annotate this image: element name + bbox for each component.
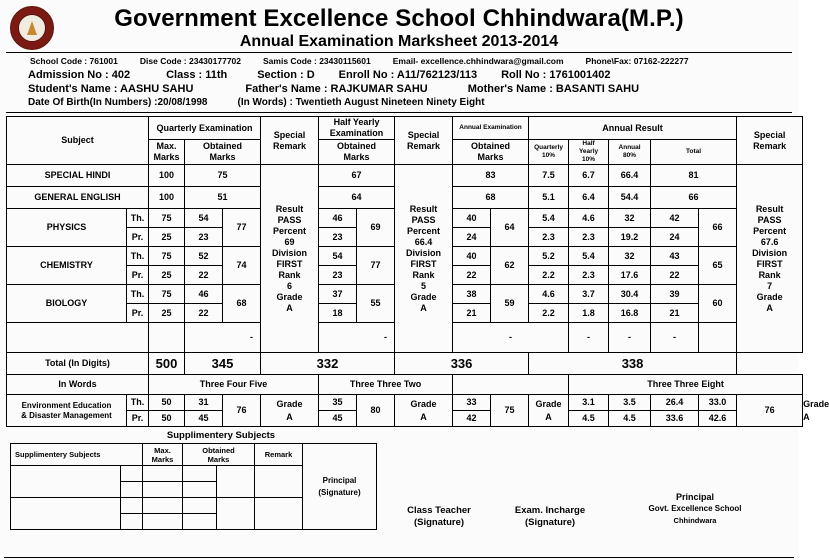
supp-header-remark: Remark	[255, 444, 303, 466]
h-grade-label: Grade	[410, 291, 437, 302]
q-max-th: 75	[149, 285, 185, 304]
roll-no: Roll No : 1761001402	[501, 69, 611, 81]
subject-name: GENERAL ENGLISH	[7, 187, 149, 209]
supp-subject-name[interactable]	[11, 466, 121, 498]
total-r-total: 338	[529, 353, 737, 375]
env-r-quarterly-10-pr: 4.5	[569, 411, 609, 427]
supp-header-max-marks: Max. Marks	[143, 444, 183, 466]
r-annual-80-pr: 19.2	[609, 228, 651, 247]
total-q-max: 500	[149, 353, 185, 375]
principal-line3: Chhindwara	[673, 516, 717, 525]
r-quarterly-10-th: 5.2	[529, 247, 569, 266]
env-a-grade-value: A	[545, 411, 552, 422]
q-obtained-th: 52	[185, 247, 223, 266]
q-subject-total: 68	[223, 285, 261, 323]
header-subject: Subject	[7, 117, 149, 165]
env-h-grade-cell	[395, 395, 453, 427]
r-annual-80-blank: -	[651, 323, 699, 353]
supp-obtained-marks[interactable]	[183, 514, 217, 530]
a-rank-value: 7	[767, 280, 773, 291]
q-obtained-pr: 22	[185, 266, 223, 285]
info-line-names	[6, 82, 792, 96]
supp-total[interactable]	[217, 498, 255, 530]
r-annual-80: 54.4	[609, 187, 651, 209]
r-half-yearly-10-pr: 2.3	[569, 266, 609, 285]
env-r-total: 76	[737, 395, 803, 427]
r-half-yearly-10-th: 5.4	[569, 247, 609, 266]
supp-principal-line2: (Signature)	[318, 487, 361, 497]
phone-fax: Phone\Fax: 07162-222277	[585, 56, 689, 66]
row-type-th: Th.	[127, 247, 149, 266]
env-q-max-pr: 50	[149, 411, 185, 427]
q-percent-label: Percent	[273, 225, 307, 236]
q-subject-total: 74	[223, 247, 261, 285]
env-h-grade-value: A	[420, 411, 427, 422]
a-obtained-pr: 22	[453, 266, 491, 285]
row-type-pr: Pr.	[127, 411, 149, 427]
env-a-obtained-pr: 42	[453, 411, 491, 427]
q-obtained-pr: 22	[185, 304, 223, 323]
r-annual-80: 66.4	[609, 165, 651, 187]
supp-header-obtained-marks: Obtained Marks	[183, 444, 255, 466]
info-line-codes	[6, 54, 792, 68]
footer-divider	[4, 557, 794, 558]
r-quarterly-10: 7.5	[529, 165, 569, 187]
header-half-yearly-exam: Half Yearly Examination	[319, 117, 395, 140]
r-quarterly-10-pr: 2.2	[529, 304, 569, 323]
h-obtained-th: 46	[319, 209, 357, 228]
total-in-digits-label: Total (In Digits)	[7, 353, 149, 375]
table-row-env: Environment Education & Disaster Management Th. 50 31 76 Grade A 35 80 Grade A 33 75 Grade A 3.1 3.5 26.4 33.0 76 Grade A	[7, 395, 803, 411]
a-obtained-pr: 21	[453, 304, 491, 323]
r-annual-80-pr: 17.6	[609, 266, 651, 285]
h-division-label: Division	[406, 247, 442, 258]
supp-max-marks[interactable]	[143, 466, 183, 482]
h-obtained: 64	[319, 187, 395, 209]
table-row-total	[7, 353, 803, 375]
in-words-annual-result: Three Three Eight	[569, 375, 803, 395]
r-quarterly-10-pr: 2.2	[529, 266, 569, 285]
document-header	[6, 4, 792, 53]
r-half-yearly-10-blank: -	[609, 323, 651, 353]
r-half-yearly-10-th: 3.7	[569, 285, 609, 304]
supplementary-table	[10, 443, 377, 530]
r-total-th: 43	[651, 247, 699, 266]
r-quarterly-10-blank: -	[569, 323, 609, 353]
class-teacher-signature	[383, 505, 495, 529]
total-q-obtained: 345	[185, 353, 261, 375]
q-max: 100	[149, 187, 185, 209]
q-max-pr: 25	[149, 228, 185, 247]
student-info-block	[6, 53, 792, 113]
env-r-total-th: 33.0	[699, 395, 737, 411]
page-subtitle: Annual Examination Marksheet 2013-2014	[239, 33, 559, 50]
subject-name: SPECIAL HINDI	[7, 165, 149, 187]
r-total-pr: 22	[651, 266, 699, 285]
q-max-th: 75	[149, 247, 185, 266]
supp-principal-signature	[303, 444, 377, 530]
h-percent-value: 66.4	[414, 236, 433, 247]
r-total-th: 39	[651, 285, 699, 304]
h-obtained-pr: 23	[319, 266, 357, 285]
env-q-total: 76	[223, 395, 261, 427]
header-result-half-yearly-10: Half Yearly 10%	[569, 140, 609, 165]
marksheet-table	[6, 116, 829, 427]
q-grade-value: A	[286, 302, 293, 313]
header-half-yearly-special-remark: Special Remark	[395, 117, 453, 165]
h-obtained-th: 54	[319, 247, 357, 266]
r-quarterly-10: 5.1	[529, 187, 569, 209]
q-max: 100	[149, 165, 185, 187]
r-total-pr: 24	[651, 228, 699, 247]
supp-subject-name[interactable]	[11, 498, 121, 530]
header-q-obtained-marks: Obtained Marks	[185, 140, 261, 165]
r-total-th: 42	[651, 209, 699, 228]
env-name-line1: Environment Education	[21, 400, 112, 410]
q-rank-value: 6	[287, 280, 293, 291]
env-q-grade-value: A	[286, 411, 293, 422]
supp-row-type[interactable]	[121, 498, 143, 514]
env-q-grade-cell	[261, 395, 319, 427]
q-result-label: Result	[275, 203, 304, 214]
supp-total[interactable]	[217, 466, 255, 498]
row-type-pr: Pr.	[127, 228, 149, 247]
h-obtained-th: 37	[319, 285, 357, 304]
admission-no: Admission No : 402	[28, 69, 131, 81]
env-h-obtained-pr: 45	[319, 411, 357, 427]
env-name-line2: & Disaster Management	[21, 410, 112, 420]
q-max-pr: 25	[149, 304, 185, 323]
supplementary-header-row	[11, 444, 377, 466]
r-annual-80-th: 32	[609, 247, 651, 266]
env-h-grade-label: Grade	[410, 398, 437, 409]
env-subject-name	[7, 395, 127, 427]
supp-max-marks[interactable]	[143, 498, 183, 514]
h-result-value: PASS	[411, 214, 436, 225]
env-r-quarterly-10-th: 3.1	[569, 395, 609, 411]
q-obtained: 75	[185, 165, 261, 187]
supp-principal-line1: Principal	[322, 475, 357, 485]
supp-max-marks[interactable]	[143, 514, 183, 530]
row-type-th: Th.	[127, 209, 149, 228]
enroll-no: Enroll No : A11/762123/113	[338, 69, 478, 81]
r-total-blank	[699, 323, 803, 353]
a-obtained: 83	[453, 165, 529, 187]
r-quarterly-10-pr: 2.3	[529, 228, 569, 247]
subject-name-blank	[7, 323, 149, 353]
r-subject-total: 65	[699, 247, 737, 285]
env-h-obtained-th: 35	[319, 395, 357, 411]
row-type-th: Th.	[127, 395, 149, 411]
a-obtained-th: 40	[453, 209, 491, 228]
env-a-grade-label: Grade	[535, 398, 562, 409]
supp-header-subjects: Supplimentery Subjects	[11, 444, 143, 466]
h-division-value: FIRST	[410, 258, 437, 269]
a-result-label: Result	[755, 203, 784, 214]
supp-obtained-marks[interactable]	[183, 466, 217, 482]
supp-obtained-marks[interactable]	[183, 482, 217, 498]
h-grade-value: A	[420, 302, 427, 313]
supp-remark[interactable]	[255, 498, 303, 530]
a-result-value: PASS	[757, 214, 782, 225]
env-r-annual-80-pr: 33.6	[651, 411, 699, 427]
h-obtained: 67	[319, 165, 395, 187]
r-half-yearly-10-pr: 1.8	[569, 304, 609, 323]
principal-line1: Principal	[676, 492, 715, 502]
a-rank-label: Rank	[758, 269, 781, 280]
header-annual-special-remark	[737, 117, 803, 165]
header-q-max-marks: Max. Marks	[149, 140, 185, 165]
header-annual-result: Annual Result	[529, 117, 737, 140]
email-address: Email- excellence.chhindwara@gmail.com	[392, 56, 564, 66]
supp-row-type[interactable]	[121, 466, 143, 482]
header-result-annual-80: Annual 80%	[609, 140, 651, 165]
row-type-pr: Pr.	[127, 304, 149, 323]
env-r-half-yearly-10-th: 3.5	[609, 395, 651, 411]
q-obtained-pr: 23	[185, 228, 223, 247]
h-percent-label: Percent	[407, 225, 441, 236]
r-annual-80-th: 30.4	[609, 285, 651, 304]
a-obtained-blank: -	[453, 323, 569, 353]
header-result-total: Total	[651, 140, 737, 165]
h-obtained-blank: -	[319, 323, 453, 353]
subject-name: BIOLOGY	[7, 285, 127, 323]
school-code: School Code : 761001	[30, 56, 118, 66]
env-a-total: 75	[491, 395, 529, 427]
q-obtained-blank: -	[185, 323, 319, 353]
r-subject-total: 66	[699, 209, 737, 247]
supp-remark[interactable]	[255, 466, 303, 498]
a-subject-total: 64	[491, 209, 529, 247]
q-result-value: PASS	[277, 214, 302, 225]
header-a-obtained-marks: Obtained Marks	[453, 140, 529, 165]
h-rank-value: 5	[421, 280, 427, 291]
env-q-max-th: 50	[149, 395, 185, 411]
header-result-quarterly-10: Quarterly 10%	[529, 140, 569, 165]
class-teacher-line2: (Signature)	[413, 517, 465, 528]
principal-line2: Govt. Excellence School	[648, 504, 742, 513]
special-remark-word2: Remark	[753, 140, 787, 151]
exam-incharge-line1: Exam. Incharge	[514, 505, 586, 516]
samis-code: Samis Code : 23430115601	[263, 56, 371, 66]
a-division-value: FIRST	[756, 258, 783, 269]
student-name: Student's Name : AASHU SAHU	[28, 83, 194, 95]
header-spacer	[736, 4, 792, 6]
info-line-enrollment	[6, 68, 792, 82]
q-grade-label: Grade	[276, 291, 303, 302]
r-total: 66	[651, 187, 737, 209]
env-r-total-pr: 42.6	[699, 411, 737, 427]
a-percent-label: Percent	[753, 225, 787, 236]
header-annual-exam: Annual Examination	[453, 117, 529, 140]
q-obtained-th: 54	[185, 209, 223, 228]
r-annual-80-th: 32	[609, 209, 651, 228]
a-obtained-th: 40	[453, 247, 491, 266]
q-obtained-th: 46	[185, 285, 223, 304]
a-percent-value: 67.6	[760, 236, 779, 247]
signature-row	[377, 443, 792, 529]
table-group-header-row	[7, 117, 803, 140]
a-grade-label: Grade	[756, 291, 783, 302]
r-half-yearly-10-th: 4.6	[569, 209, 609, 228]
a-obtained-pr: 24	[453, 228, 491, 247]
env-q-grade-label: Grade	[276, 398, 303, 409]
dob-words: (In Words) : Twentieth August Nineteen Ninety Eight	[237, 97, 485, 108]
a-grade-value: A	[766, 302, 773, 313]
row-type-pr: Pr.	[127, 266, 149, 285]
in-words-label: In Words	[7, 375, 149, 395]
h-subject-total: 77	[357, 247, 395, 285]
dise-code: Dise Code : 23430177702	[139, 56, 241, 66]
header-quarterly-special-remark: Special Remark	[261, 117, 319, 165]
a-division-label: Division	[752, 247, 788, 258]
class-teacher-line1: Class Teacher	[407, 505, 471, 516]
a-subject-total: 59	[491, 285, 529, 323]
emblem-flame-icon	[27, 21, 37, 35]
dob-numbers: Date Of Birth(In Numbers) :20/08/1998	[28, 97, 208, 108]
row-type-th: Th.	[127, 285, 149, 304]
supp-obtained-marks[interactable]	[183, 498, 217, 514]
in-words-quarterly: Three Four Five	[149, 375, 319, 395]
r-quarterly-10-th: 5.4	[529, 209, 569, 228]
special-remark-word1: Special	[753, 129, 786, 140]
header-quarterly-exam: Quarterly Examination	[149, 117, 261, 140]
q-obtained: 51	[185, 187, 261, 209]
emblem-inner	[18, 14, 46, 42]
h-subject-total: 69	[357, 209, 395, 247]
r-subject-total: 60	[699, 285, 737, 323]
q-division-label: Division	[272, 247, 308, 258]
exam-incharge-signature	[495, 505, 605, 529]
supp-max-marks[interactable]	[143, 482, 183, 498]
q-max-pr: 25	[149, 266, 185, 285]
h-rank-label: Rank	[412, 269, 435, 280]
a-subject-total: 62	[491, 247, 529, 285]
supplementary-section-title: Supplimentery Subjects	[166, 430, 276, 441]
mother-name: Mother's Name : BASANTI SAHU	[467, 83, 640, 95]
r-half-yearly-10: 6.4	[569, 187, 609, 209]
supp-row-type[interactable]	[121, 514, 143, 530]
h-obtained-pr: 23	[319, 228, 357, 247]
principal-signature	[605, 491, 785, 527]
r-half-yearly-10: 6.7	[569, 165, 609, 187]
supp-row-type[interactable]	[121, 482, 143, 498]
env-q-obtained-th: 31	[185, 395, 223, 411]
table-row-blank	[7, 323, 803, 353]
env-h-total: 80	[357, 395, 395, 427]
bottom-section	[6, 443, 792, 530]
title-block	[62, 4, 736, 51]
logo-container	[6, 4, 62, 50]
exam-incharge-line2: (Signature)	[524, 517, 576, 528]
father-name: Father's Name : RAJKUMAR SAHU	[245, 83, 428, 95]
subject-name: CHEMISTRY	[7, 247, 127, 285]
a-obtained: 68	[453, 187, 529, 209]
env-r-annual-80-th: 26.4	[651, 395, 699, 411]
h-obtained-pr: 18	[319, 304, 357, 323]
r-half-yearly-10-pr: 2.3	[569, 228, 609, 247]
h-result-label: Result	[409, 203, 438, 214]
a-obtained-th: 38	[453, 285, 491, 304]
q-subject-total: 77	[223, 209, 261, 247]
q-max-th: 75	[149, 209, 185, 228]
header-h-obtained-marks: Obtained Marks	[319, 140, 395, 165]
table-row-in-words	[7, 375, 803, 395]
page-title: Government Excellence School Chhindwara(M.P.)	[114, 5, 684, 32]
env-r-half-yearly-10-pr: 4.5	[609, 411, 651, 427]
q-division-value: FIRST	[276, 258, 303, 269]
subject-name: PHYSICS	[7, 209, 127, 247]
q-rank-label: Rank	[278, 269, 301, 280]
section-value: Section : D	[257, 69, 315, 81]
table-row	[7, 165, 803, 187]
q-max-blank	[149, 323, 185, 353]
r-annual-80-pr: 16.8	[609, 304, 651, 323]
env-a-obtained-th: 33	[453, 395, 491, 411]
in-words-annual-spacer	[453, 375, 569, 395]
info-line-dob	[6, 96, 792, 110]
total-a-obtained: 336	[395, 353, 529, 375]
class-value: Class : 11th	[166, 69, 228, 81]
school-emblem-icon	[10, 6, 54, 50]
q-percent-value: 69	[284, 236, 295, 247]
env-q-obtained-pr: 45	[185, 411, 223, 427]
r-total: 81	[651, 165, 737, 187]
h-subject-total: 55	[357, 285, 395, 323]
r-total-pr: 21	[651, 304, 699, 323]
total-h-obtained: 332	[261, 353, 395, 375]
in-words-half-yearly: Three Three Two	[319, 375, 453, 395]
r-quarterly-10-th: 4.6	[529, 285, 569, 304]
env-a-grade-cell	[529, 395, 569, 427]
